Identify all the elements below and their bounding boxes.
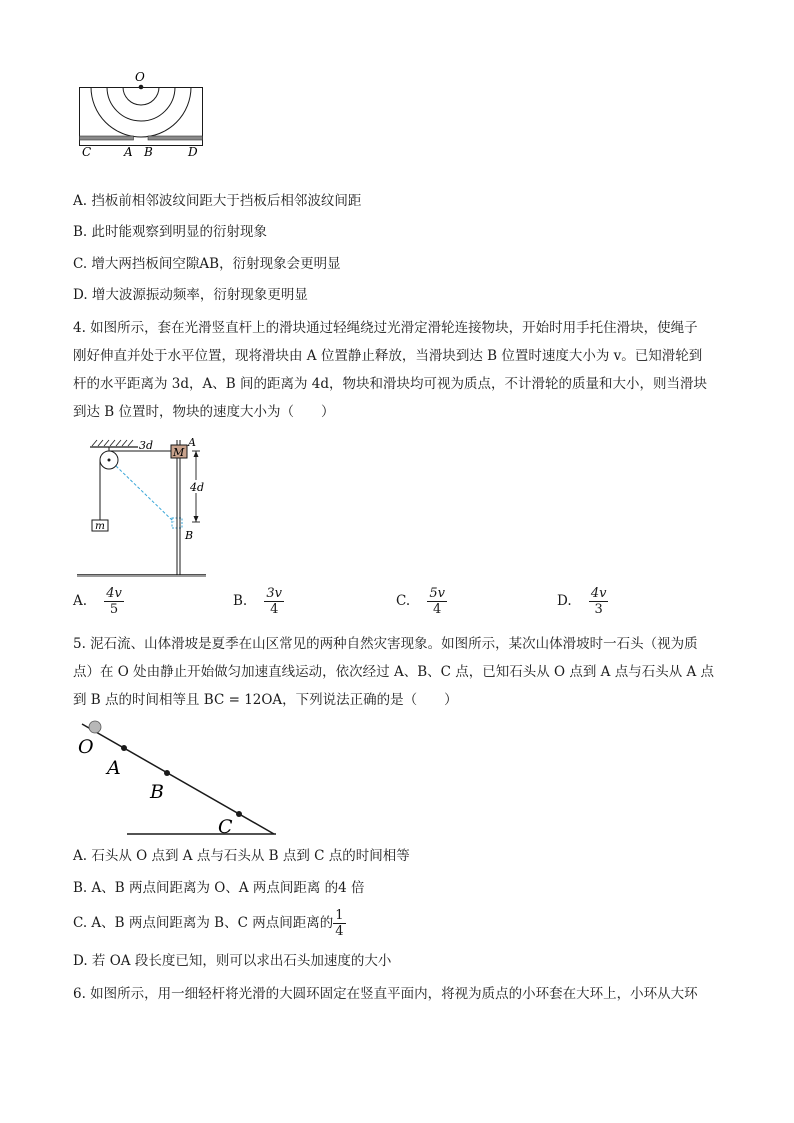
label-4d: 4d [190,481,205,494]
q4-option-b-fraction [264,586,284,617]
label-a: A [124,145,133,159]
q4-option-c-label: C. [396,593,411,609]
slope-label-a: A [107,757,121,779]
slope-label-b: B [150,781,164,803]
q4-option-a [73,586,124,617]
q5-option-a: A. 石头从 O 点到 A 点与石头从 B 点到 C 点的时间相等 [73,848,410,864]
q4-option-d-den: 3 [594,602,603,617]
label-m-big: M [173,446,185,459]
q4-option-d-num: 4v [590,586,607,601]
q5-option-c-text: C. A、B 两点间距离为 B、C 两点间距离的 [73,915,334,931]
label-a-pos: A [188,436,196,449]
q4-line-1: 4. 如图所示，套在光滑竖直杆上的滑块通过轻绳绕过光滑定滑轮连接物块，开始时用手托住滑块，使绳子 [73,320,698,336]
q4-option-d [557,586,608,617]
q5-option-c [73,908,346,939]
q4-option-b-num: 3v [266,586,283,601]
label-3d: 3d [139,439,154,452]
q4-option-b [233,586,284,617]
q4-option-a-den: 5 [109,602,119,617]
slope-label-o: O [78,736,94,758]
label-o: O [135,70,145,84]
diffraction-figure [76,66,206,162]
q4-option-c [396,586,447,617]
q4-line-3: 杆的水平距离为 3d，A、B 间的距离为 4d，物块和滑块均可视为质点，不计滑轮的质量和大小，则当滑块 [73,376,708,392]
q3-option-b: B. 此时能观察到明显的衍射现象 [73,224,268,240]
slope-figure [74,716,284,840]
q3-option-d: D. 增大波源振动频率，衍射现象更明显 [73,287,308,303]
q5-question [73,630,723,714]
q4-question [73,314,723,426]
q5-line-2: 点）在 O 处由静止开始做匀加速直线运动，依次经过 A、B、C 点，已知石头从 O 点到 A 点与石头从 A 点 [73,664,715,680]
pulley-figure [74,436,214,578]
q5-line-3: 到 B 点的时间相等且 BC = 12OA，下列说法正确的是（ ） [73,692,458,708]
slope-label-c: C [218,816,233,838]
q5-option-c-fraction [333,908,345,939]
q5-option-c-num: 1 [335,908,344,923]
label-d: D [188,145,198,159]
q4-line-4: 到达 B 位置时，物块的速度大小为（ ） [73,404,335,420]
q4-line-2: 刚好伸直并处于水平位置，现将滑块由 A 位置静止释放，当滑块到达 B 位置时速度大小为 v。已知滑轮到 [73,348,703,364]
q4-option-d-label: D. [557,593,572,609]
q3-option-a: A. 挡板前相邻波纹间距大于挡板后相邻波纹间距 [73,193,362,209]
q4-option-b-den: 4 [270,602,279,617]
q4-option-c-num: 5v [429,586,445,601]
q3-option-c: C. 增大两挡板间空隙AB，衍射现象会更明显 [73,256,341,272]
label-b: B [144,145,153,159]
q4-option-c-den: 4 [432,602,442,617]
label-m-small: m [95,520,105,532]
q4-option-a-fraction [104,586,124,617]
q4-option-a-label: A. [73,593,88,609]
q5-option-d: D. 若 OA 段长度已知，则可以求出石头加速度的大小 [73,953,392,969]
q5-option-c-den: 4 [335,924,344,939]
q6-line-1: 6. 如图所示，用一细轻杆将光滑的大圆环固定在竖直平面内，将视为质点的小环套在大环上，小环从大环 [73,986,698,1002]
q5-option-b: B. A、B 两点间距离为 O、A 两点间距离 的4 倍 [73,880,365,896]
label-c: C [82,145,92,159]
q4-option-c-fraction [427,586,447,617]
q4-option-b-label: B. [233,593,248,609]
q4-option-d-fraction [589,586,609,617]
label-b-pos: B [185,529,194,542]
q4-option-a-num: 4v [106,586,122,601]
q5-line-1: 5. 泥石流、山体滑坡是夏季在山区常见的两种自然灾害现象。如图所示，某次山体滑坡时一石头（视为质 [73,636,698,652]
